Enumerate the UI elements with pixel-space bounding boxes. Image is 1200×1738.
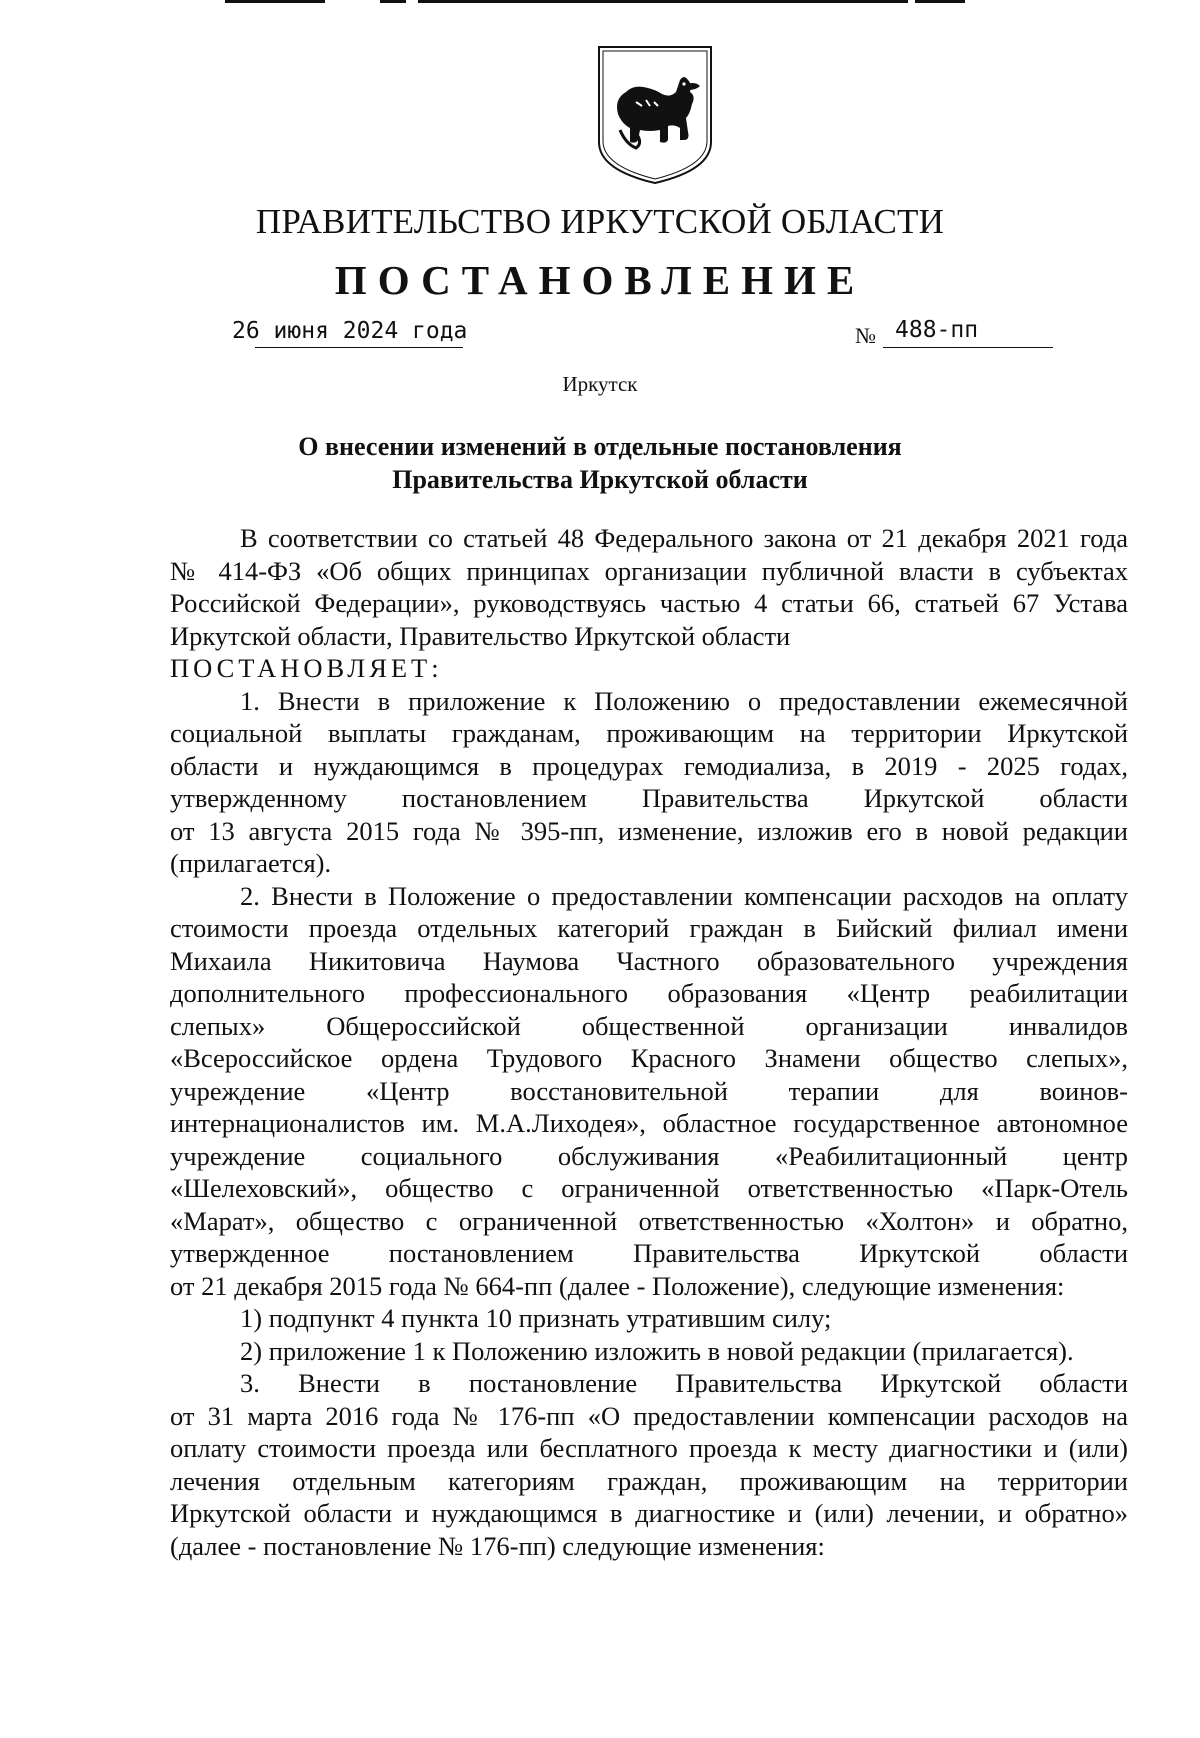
body-line: стоимости проезда отдельных категорий граждан в Бийский филиал имени xyxy=(170,913,1128,943)
body-line: области и нуждающимся в процедурах гемодиализа, в 2019 - 2025 годах, xyxy=(170,750,1128,781)
body-line: социальной выплаты гражданам, проживающим на территории Иркутской xyxy=(170,718,1128,748)
body-line: Михаила Никитовича Наумова Частного образовательного учреждения xyxy=(170,945,1128,976)
body-line: ПОСТАНОВЛЯЕТ: xyxy=(170,653,443,683)
body-line: (далее - постановление № 176-пп) следующие изменения: xyxy=(170,1530,825,1561)
document-number: 488-пп xyxy=(895,317,979,343)
body-line: утвержденное постановлением Правительства Иркутской области xyxy=(170,1238,1128,1268)
scan-artifact xyxy=(225,0,325,3)
body-line: 1. Внести в приложение к Положению о предоставлении ежемесячной xyxy=(240,685,1128,716)
body-line: дополнительного профессионального образования «Центр реабилитации xyxy=(170,978,1128,1008)
body-line: учреждение социального обслуживания «Реабилитационный центр xyxy=(170,1140,1128,1171)
document-date: 26 июня 2024 года xyxy=(232,318,468,344)
body-line: Иркутской области и нуждающимся в диагностике и (или) лечении, и обратно» xyxy=(170,1498,1128,1528)
body-line: Иркутской области, Правительство Иркутской области xyxy=(170,620,791,651)
body-line: № 414-ФЗ «Об общих принципах организации публичной власти в субъектах xyxy=(170,555,1128,586)
body-line: 3. Внести в постановление Правительства Иркутской области xyxy=(240,1368,1128,1398)
body-line: 2) приложение 1 к Положению изложить в новой редакции (прилагается). xyxy=(240,1335,1074,1366)
body-line: утвержденному постановлением Правительства Иркутской области xyxy=(170,783,1128,813)
body-line: Российской Федерации», руководствуясь частью 4 статьи 66, статьей 67 Устава xyxy=(170,588,1128,618)
body-line: от 13 августа 2015 года № 395-пп, изменение, изложив его в новой редакции xyxy=(170,815,1128,846)
body-line: «Марат», общество с ограниченной ответственностью «Холтон» и обратно, xyxy=(170,1205,1128,1236)
body-line: учреждение «Центр восстановительной терапии для воинов- xyxy=(170,1075,1128,1106)
document-type: ПОСТАНОВЛЕНИЕ xyxy=(334,257,866,303)
number-sign: № xyxy=(855,323,876,348)
body-line: от 21 декабря 2015 года № 664-пп (далее - Положение), следующие изменения: xyxy=(170,1270,1065,1301)
body-line: 2. Внести в Положение о предоставлении компенсации расходов на оплату xyxy=(240,880,1128,911)
government-name: ПРАВИТЕЛЬСТВО ИРКУТСКОЙ ОБЛАСТИ xyxy=(255,202,945,241)
body-line: 1) подпункт 4 пункта 10 признать утратившим силу; xyxy=(240,1303,832,1333)
document-subject xyxy=(0,430,1200,496)
document-city: Иркутск xyxy=(562,372,638,396)
body-line: оплату стоимости проезда или бесплатного проезда к месту диагностики и (или) xyxy=(170,1433,1128,1463)
number-underline xyxy=(883,347,1053,348)
document-body xyxy=(170,522,1128,1562)
subject-line: О внесении изменений в отдельные постановления xyxy=(298,432,902,461)
body-line: интернационалистов им. М.А.Лиходея», областное государственное автономное xyxy=(170,1108,1128,1138)
body-line: В соответствии со статьей 48 Федерального закона от 21 декабря 2021 года xyxy=(240,523,1128,553)
scan-artifact xyxy=(418,0,908,3)
body-line: от 31 марта 2016 года № 176-пп «О предоставлении компенсации расходов на xyxy=(170,1400,1128,1431)
body-line: «Всероссийское ордена Трудового Красного Знамени общество слепых», xyxy=(170,1043,1128,1073)
body-line: (прилагается). xyxy=(170,848,332,878)
date-underline xyxy=(255,347,463,348)
scan-artifact xyxy=(380,0,406,3)
scan-artifact xyxy=(915,0,965,3)
subject-line: Правительства Иркутской области xyxy=(392,465,808,494)
body-line: слепых» Общероссийской общественной организации инвалидов xyxy=(170,1010,1128,1041)
irkutsk-coat-of-arms-icon xyxy=(596,44,714,186)
body-line: лечения отдельным категориям граждан, проживающим на территории xyxy=(170,1465,1128,1496)
body-line: «Шелеховский», общество с ограниченной ответственностью «Парк-Отель xyxy=(170,1173,1128,1203)
